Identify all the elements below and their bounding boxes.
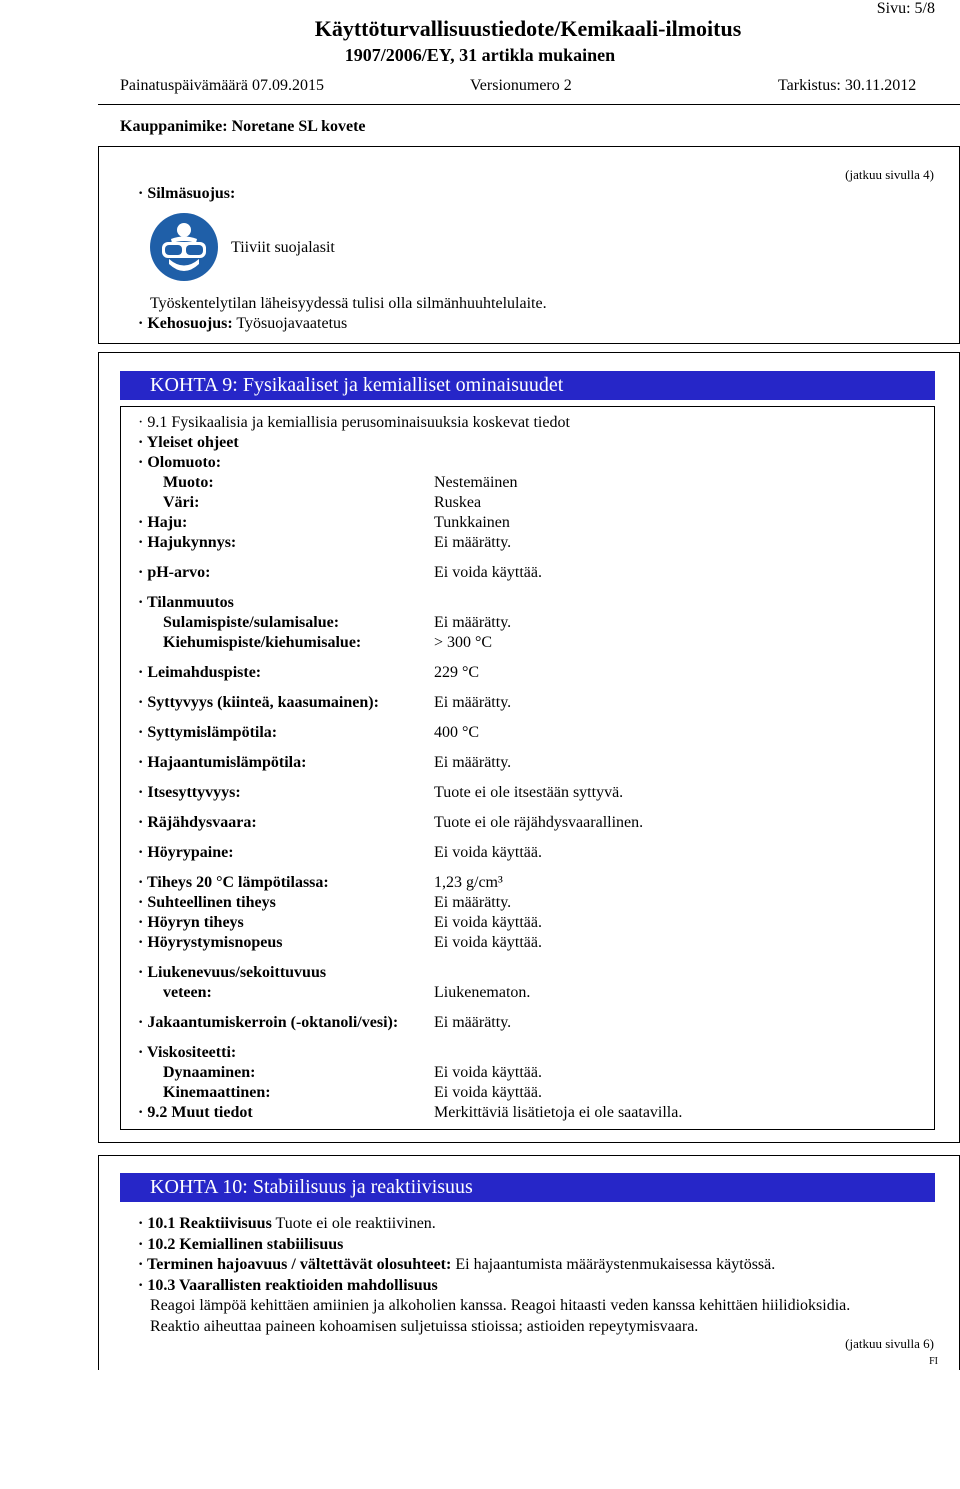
header-divider: [98, 104, 960, 105]
section9-heading: KOHTA 9: Fysikaaliset ja kemialliset ominaisuudet: [120, 371, 935, 400]
thermal-decomposition-row: · Terminen hajoavuus / vältettävät olosuhteet: Ei hajaantumista määräystenmukaisessa käytössä.: [138, 1256, 776, 1273]
section10-top-border: [98, 1155, 960, 1156]
hazardous-reactions-text-2: Reaktio aiheuttaa paineen kohoamisen suljetuissa stioissa; astioiden repeytymisvaara.: [150, 1318, 699, 1335]
version-number: Versionumero 2: [470, 77, 572, 94]
page-number: Sivu: 5/8: [876, 0, 935, 17]
section10-left-border: [98, 1155, 99, 1370]
print-date: Painatuspäivämäärä 07.09.2015: [120, 77, 324, 94]
section9-top-border: [98, 352, 960, 353]
hazardous-reactions-text-1: Reagoi lämpöä kehittäen amiinien ja alkoholien kanssa. Reagoi hitaasti veden kanssa kehittäen hiilidioksidia.: [150, 1297, 851, 1314]
section9-left-border: [98, 352, 99, 1142]
document-title: Käyttöturvallisuustiedote/Kemikaali-ilmoitus: [314, 16, 742, 41]
document-subtitle: 1907/2006/EY, 31 artikla mukainen: [344, 45, 616, 65]
continued-from-note: (jatkuu sivulla 4): [845, 167, 934, 182]
body-protection-label: · Kehosuojus:: [138, 315, 233, 332]
section8-bottom-border: [98, 343, 960, 344]
trade-name-divider: [98, 146, 960, 147]
section9-bottom-border: [98, 1142, 960, 1143]
eye-protection-value: Tiiviit suojalasit: [231, 239, 335, 256]
revision-date: Tarkistus: 30.11.2012: [778, 77, 917, 94]
chemical-stability-row: · 10.2 Kemiallinen stabiilisuus: [138, 1236, 344, 1253]
continued-on-note: (jatkuu sivulla 6): [845, 1336, 934, 1351]
hazardous-reactions-row: · 10.3 Vaarallisten reaktioiden mahdollisuus: [138, 1277, 438, 1294]
eyewash-note: Työskentelytilan läheisyydessä tulisi olla silmänhuuhtelulaite.: [150, 295, 547, 312]
body-protection-value: Työsuojavaatetus: [232, 315, 348, 332]
safety-goggles-icon: [149, 212, 219, 282]
section10-heading: KOHTA 10: Stabiilisuus ja reaktiivisuus: [120, 1173, 935, 1202]
language-code: FI: [929, 1356, 938, 1367]
trade-name: Kauppanimike: Noretane SL kovete: [120, 118, 366, 135]
reactivity-row: · 10.1 Reaktiivisuus Tuote ei ole reaktiivinen.: [138, 1215, 436, 1232]
eye-protection-label: · Silmäsuojus:: [138, 185, 236, 202]
section8-left-border: [98, 146, 99, 343]
